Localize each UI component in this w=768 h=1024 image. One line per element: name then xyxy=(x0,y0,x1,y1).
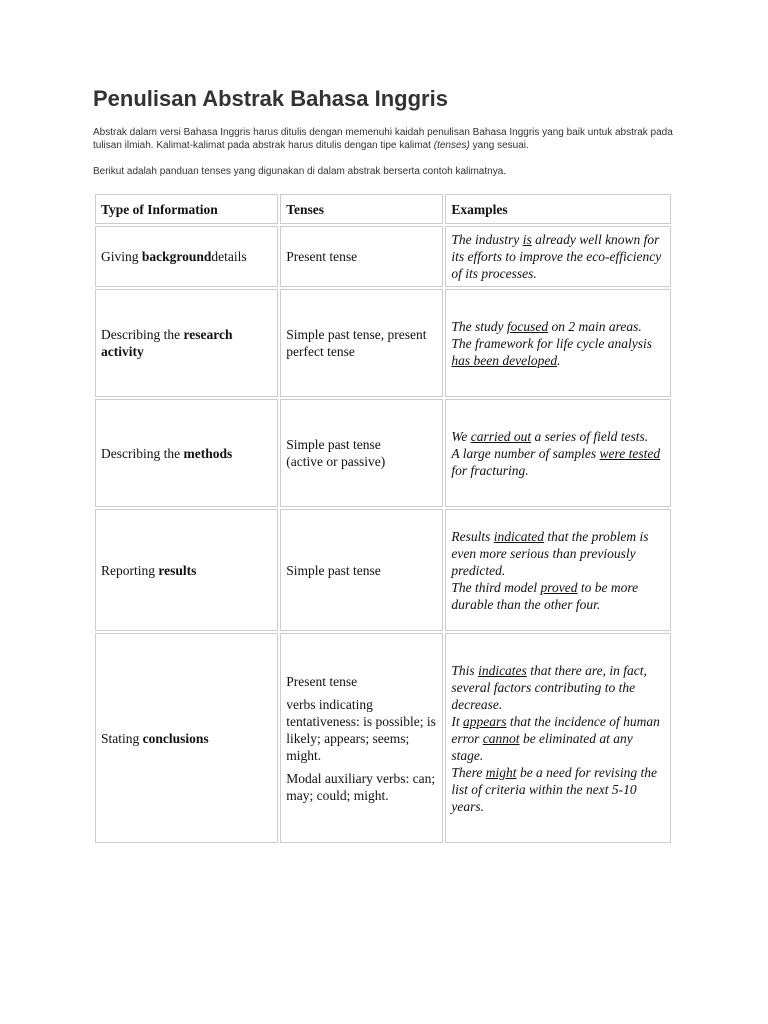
tense-cell xyxy=(280,399,443,507)
example-text: for fracturing. xyxy=(451,462,529,478)
example-cell xyxy=(445,289,671,397)
type-keyword: methods xyxy=(183,445,233,461)
example-text: The framework for life cycle analysis xyxy=(451,335,653,351)
example-cell xyxy=(445,399,671,507)
intro-italic-term: (tenses) xyxy=(433,140,470,151)
example-text: already well known for its efforts to improve the eco-efficiency of its processes. xyxy=(451,232,662,281)
example-verb: is xyxy=(522,232,532,247)
header-tenses: Tenses xyxy=(280,194,443,224)
example-verb: proved xyxy=(540,579,578,595)
type-keyword: results xyxy=(158,562,197,578)
example-cell xyxy=(445,226,671,287)
tense-cell: Simple past tense xyxy=(280,509,443,631)
table-row xyxy=(95,226,671,287)
type-cell xyxy=(95,633,278,843)
tense-text: Present tense xyxy=(286,673,358,689)
tense-cell xyxy=(280,633,443,843)
example-text: This xyxy=(451,662,479,678)
example-text: We xyxy=(451,428,471,444)
type-cell xyxy=(95,226,278,287)
table-row xyxy=(95,399,671,507)
tense-cell: Simple past tense, present perfect tense xyxy=(280,289,443,397)
header-type-of-information: Type of Information xyxy=(95,194,278,224)
type-text: Giving xyxy=(101,249,142,264)
header-examples: Examples xyxy=(445,194,671,224)
tense-cell: Present tense xyxy=(280,226,443,287)
type-text: Stating xyxy=(101,730,143,746)
example-text: to be more durable than the other four. xyxy=(451,579,639,612)
type-text: Describing the xyxy=(101,445,184,461)
example-text: a series of field tests. xyxy=(531,428,649,444)
type-cell xyxy=(95,289,278,397)
example-verb: indicates xyxy=(478,662,527,678)
tense-text: (active or passive) xyxy=(286,454,386,469)
example-text: Results xyxy=(451,528,494,544)
tense-text: Modal auxiliary verbs: can; may; could; might. xyxy=(286,770,436,803)
example-text: It xyxy=(451,713,464,729)
page-title: Penulisan Abstrak Bahasa Inggris xyxy=(93,86,448,111)
example-text: There xyxy=(451,764,486,780)
table-row xyxy=(95,289,671,397)
type-keyword: research activity xyxy=(101,327,233,359)
example-verb: indicated xyxy=(493,528,545,544)
example-cell xyxy=(445,633,671,843)
example-text: be eliminated at any stage. xyxy=(451,730,633,763)
type-text: details xyxy=(211,249,247,264)
type-text: Reporting xyxy=(101,562,159,578)
type-cell xyxy=(95,399,278,507)
tenses-table xyxy=(93,192,673,845)
example-text: that there are, in fact, several factors contributing to the decrease. xyxy=(451,662,647,712)
example-text: that the incidence of human error xyxy=(451,713,660,746)
table-row xyxy=(95,509,671,631)
tense-text: Simple past tense xyxy=(286,437,381,452)
example-text: that the problem is even more serious than previously predicted. xyxy=(451,528,649,578)
type-cell xyxy=(95,509,278,631)
example-verb: focused xyxy=(506,318,549,334)
intro-text-end: yang sesuai. xyxy=(469,140,529,151)
type-text: Describing the xyxy=(101,327,184,342)
example-verb: might xyxy=(485,764,517,780)
example-text: The industry xyxy=(451,232,523,247)
example-verb: appears xyxy=(463,713,507,729)
example-text: The third model xyxy=(451,579,541,595)
example-verb: has been developed xyxy=(451,352,558,368)
table-header-row xyxy=(95,194,671,224)
example-text: . xyxy=(557,352,561,368)
type-keyword: conclusions xyxy=(142,730,209,746)
intro-text: Abstrak dalam versi Bahasa Inggris harus ditulis dengan memenuhi kaidah penulisan Bahasa Inggris yang baik untuk abstrak pada tulisan ilmiah. Kalimat-kalimat pada abstrak harus ditulis dengan tipe kalimat xyxy=(93,127,673,151)
example-text: A large number of samples xyxy=(451,445,600,461)
example-text: on 2 main areas. xyxy=(548,318,642,334)
guide-paragraph: Berikut adalah panduan tenses yang digunakan di dalam abstrak berserta contoh kalimatnya. xyxy=(93,166,507,177)
tense-text: verbs indicating tentativeness: is possible; is likely; appears; seems; might. xyxy=(286,696,436,763)
intro-paragraph xyxy=(93,126,693,152)
example-verb: cannot xyxy=(482,730,520,746)
example-text: The study xyxy=(451,318,507,334)
type-keyword: background xyxy=(141,249,212,264)
example-verb: carried out xyxy=(470,428,532,444)
table-row xyxy=(95,633,671,843)
example-verb: were tested xyxy=(599,445,661,461)
example-cell xyxy=(445,509,671,631)
example-text: be a need for revising the list of criteria within the next 5-10 years. xyxy=(451,764,658,814)
